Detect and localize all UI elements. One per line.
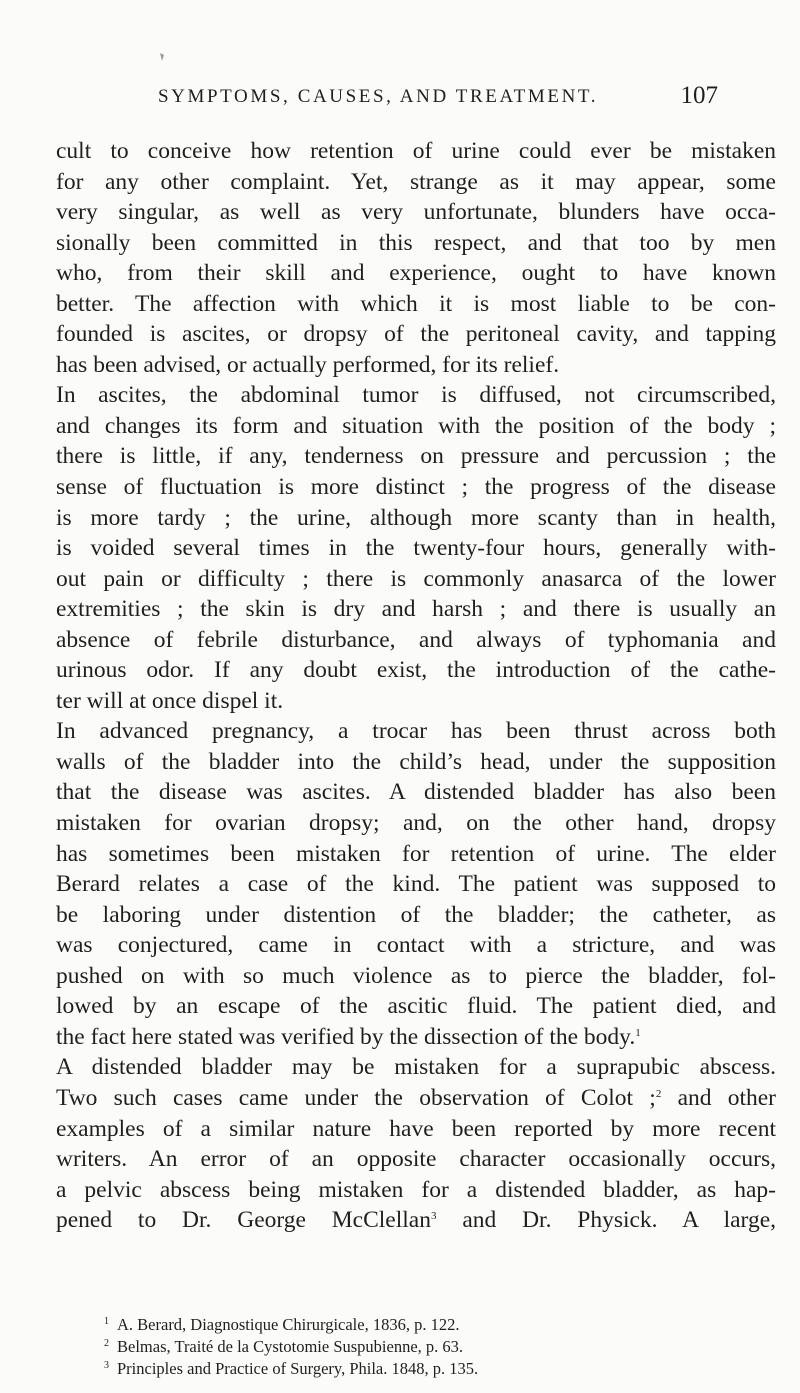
paragraph-start-line: In ascites, the abdominal tumor is diffused, not circumscribed, [56, 382, 776, 409]
footnote-text: Belmas, Traité de la Cystotomie Suspubienne, p. 63. [117, 1337, 464, 1356]
paragraph-end-line: ter will at once dispel it. [56, 687, 284, 714]
text-line: there is little, if any, tenderness on pressure and percussion ; the [56, 443, 776, 470]
footnotes [56, 1314, 776, 1380]
line-text: the fact here stated was verified by the dissection of the body. [56, 1023, 636, 1050]
text-line: is voided several times in the twenty-four hours, generally with- [56, 535, 776, 562]
line-text: pened to Dr. George McClellan [56, 1207, 431, 1234]
text-line [56, 1205, 776, 1236]
text-line: sense of fluctuation is more distinct ; the progress of the disease [56, 474, 776, 501]
text-line: very singular, as well as very unfortunate, blunders have occa- [56, 199, 776, 226]
page-header [158, 82, 718, 122]
paragraph-end-line [56, 1022, 776, 1053]
footnote-mark: 2 [104, 1338, 109, 1349]
text-line: has sometimes been mistaken for retention of urine. The elder [56, 840, 776, 867]
line-text: and Dr. Physick. A large, [462, 1207, 776, 1234]
text-line: Berard relates a case of the kind. The patient was supposed to [56, 871, 776, 898]
text-line: who, from their skill and experience, ought to have known [56, 260, 776, 287]
text-line: out pain or difficulty ; there is commonly anasarca of the lower [56, 565, 776, 592]
text-line: is more tardy ; the urine, although more scanty than in health, [56, 504, 776, 531]
footnote-text: A. Berard, Diagnostique Chirurgicale, 1836, p. 122. [117, 1315, 460, 1334]
text-line: for any other complaint. Yet, strange as it may appear, some [56, 168, 776, 195]
footnote-ref: 3 [430, 1210, 437, 1223]
footnote [56, 1314, 776, 1336]
text-line: extremities ; the skin is dry and harsh ; and there is usually an [56, 596, 776, 623]
text-line: examples of a similar nature have been reported by more recent [56, 1115, 776, 1142]
text-line: writers. An error of an opposite character occasionally occurs, [56, 1146, 776, 1173]
print-speck-mark [159, 46, 165, 54]
text-line: better. The affection with which it is most liable to be con- [56, 290, 776, 317]
text-line: cult to conceive how retention of urine could ever be mistaken [56, 138, 776, 164]
line-text: Two such cases came under the observation of Colot ; [56, 1084, 656, 1111]
body-text [56, 136, 776, 1236]
footnote [56, 1336, 776, 1358]
text-line: mistaken for ovarian dropsy; and, on the other hand, dropsy [56, 810, 776, 837]
footnote-text: Principles and Practice of Surgery, Phila. 1848, p. 135. [117, 1359, 479, 1378]
text-line: that the disease was ascites. A distended bladder has also been [56, 779, 776, 806]
text-line [56, 1083, 776, 1114]
paragraph-start-line: In advanced pregnancy, a trocar has been thrust across both [56, 718, 776, 745]
paragraph-start-line: A distended bladder may be mistaken for a suprapubic abscess. [56, 1054, 776, 1081]
text-line: founded is ascites, or dropsy of the peritoneal cavity, and tapping [56, 321, 776, 348]
footnote-mark: 3 [104, 1360, 109, 1371]
footnote-mark: 1 [104, 1316, 109, 1327]
text-line: be laboring under distention of the bladder; the catheter, as [56, 901, 776, 928]
footnote-ref: 1 [635, 1026, 641, 1039]
text-line: was conjectured, came in contact with a stricture, and was [56, 932, 776, 959]
text-line: pushed on with so much violence as to pierce the bladder, fol- [56, 962, 776, 989]
text-line: sionally been committed in this respect, and that too by men [56, 229, 776, 256]
text-line: and changes its form and situation with the position of the body ; [56, 412, 776, 439]
text-line: walls of the bladder into the child’s head, under the supposition [56, 748, 776, 775]
line-text: and other [661, 1084, 776, 1111]
text-line: urinous odor. If any doubt exist, the introduction of the cathe- [56, 657, 776, 684]
text-line: absence of febrile disturbance, and always of typhomania and [56, 626, 776, 653]
footnote-ref: 2 [655, 1087, 662, 1100]
paragraph-end-line: has been advised, or actually performed, for its relief. [56, 351, 560, 378]
text-line: lowed by an escape of the ascitic fluid. The patient died, and [56, 993, 776, 1020]
running-head: SYMPTOMS, CAUSES, AND TREATMENT. [158, 86, 599, 107]
footnote [56, 1358, 776, 1380]
page-number: 107 [680, 82, 718, 109]
text-line: a pelvic abscess being mistaken for a distended bladder, as hap- [56, 1176, 776, 1203]
